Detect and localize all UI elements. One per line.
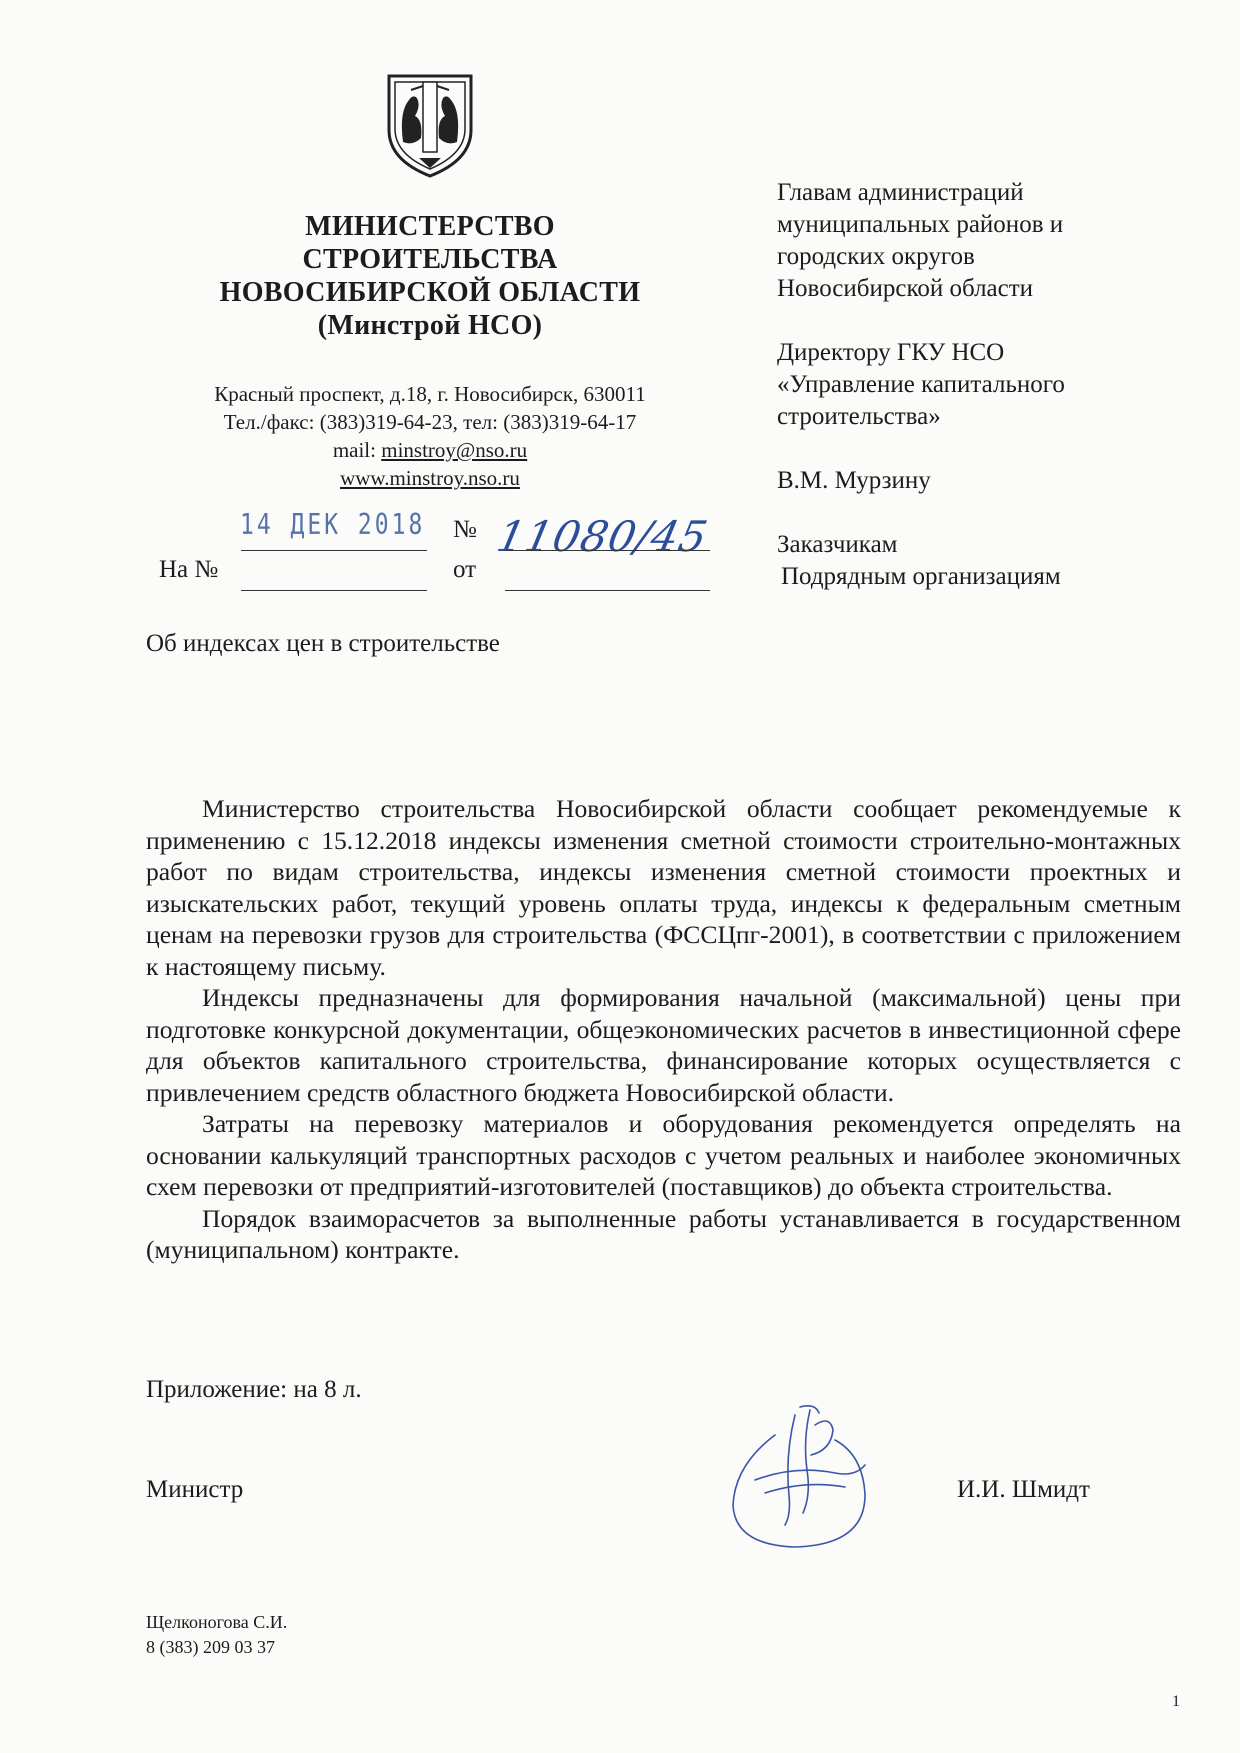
recipient-line: Заказчикам [777, 531, 898, 558]
number-line [505, 550, 710, 551]
body-paragraph: Затраты на перевозку материалов и оборудования рекомендуется определять на основании калькуляций транспортных расходов с учетом реальных и наиболее экономичных схем перевозки от предприятий-изготовителей (поставщиков) до объекта строительства. [146, 1109, 1181, 1201]
handwritten-signature-icon [715, 1395, 895, 1555]
coat-of-arms-icon [383, 72, 477, 180]
ministry-title-line: НОВОСИБИРСКОЙ ОБЛАСТИ [219, 277, 641, 308]
date-stamp: 14 ДЕК 2018 [240, 509, 426, 542]
date-line [241, 550, 427, 551]
recipient-line: Новосибирской области [777, 275, 1034, 302]
ministry-phones: Тел./факс: (383)319-64-23, тел: (383)319-64-17 [223, 410, 637, 434]
ministry-address: Красный проспект, д.18, г. Новосибирск, 630011 [214, 382, 646, 406]
body-paragraph: Порядок взаиморасчетов за выполненные работы устанавливается в государственном (муниципальном) контракте. [146, 1203, 1181, 1264]
ministry-title [185, 210, 675, 342]
attachment-note: Приложение: на 8 л. [146, 1376, 362, 1403]
body-paragraph: Министерство строительства Новосибирской области сообщает рекомендуемые к применению с 15.12.2018 индексы изменения сметной стоимости строительно-монтажных работ по видам строительства, индексы изменения сметной стоимости проектных и изыскательских работ, текущий уровень оплаты труда, индексы к федеральным сметным ценам на перевозки грузов для строительства (ФССЦпг-2001), в соответствии с приложением к настоящему письму. [146, 794, 1181, 981]
letter-body [146, 793, 1181, 1266]
reference-number-line [241, 590, 427, 591]
executor-name: Щелконогова С.И. [146, 1612, 288, 1632]
recipient-group [777, 337, 1197, 433]
recipient-line: строительства» [777, 403, 941, 430]
website-link[interactable]: www.minstroy.nso.ru [340, 466, 520, 490]
reference-number-label: На № [159, 556, 219, 583]
mail-link[interactable]: minstroy@nso.ru [381, 438, 528, 462]
recipient-line: Главам администраций [777, 179, 1024, 206]
reference-date-line [505, 590, 710, 591]
recipient-group [777, 465, 1197, 497]
signer-title: Министр [146, 1476, 244, 1503]
executor-phone: 8 (383) 209 03 37 [146, 1637, 275, 1657]
recipient-line: В.М. Мурзину [777, 467, 931, 494]
executor-info [146, 1610, 287, 1660]
reference-date-label: от [453, 556, 477, 583]
recipient-group [777, 529, 1197, 593]
recipient-line: Подрядным организациям [781, 563, 1061, 590]
recipient-line: Директору ГКУ НСО [777, 339, 1005, 366]
ministry-contacts [140, 380, 720, 492]
ministry-mail-line [140, 436, 720, 464]
mail-label: mail: [332, 438, 382, 462]
body-paragraph: Индексы предназначены для формирования начальной (максимальной) цены при подготовке конкурсной документации, общеэкономических расчетов в инвестиционной сфере для объектов капитального строительства, финансирование которых осуществляется с привлечением средств областного бюджета Новосибирской области. [146, 983, 1181, 1107]
ministry-title-line: СТРОИТЕЛЬСТВА [302, 244, 558, 275]
signer-name: И.И. Шмидт [957, 1476, 1090, 1503]
recipients-block [777, 177, 1197, 593]
recipient-line: «Управление капитального [777, 371, 1065, 398]
recipient-line: городских округов [777, 243, 975, 270]
recipient-line: муниципальных районов и [777, 211, 1064, 238]
page-number: 1 [1172, 1693, 1180, 1710]
outgoing-number: 11080/45 [492, 512, 713, 561]
ministry-short-name: (Минстрой НСО) [317, 310, 543, 341]
recipient-group [777, 177, 1197, 305]
number-label: № [453, 516, 477, 543]
ministry-title-line: МИНИСТЕРСТВО [305, 211, 555, 242]
letter-subject: Об индексах цен в строительстве [146, 630, 500, 657]
